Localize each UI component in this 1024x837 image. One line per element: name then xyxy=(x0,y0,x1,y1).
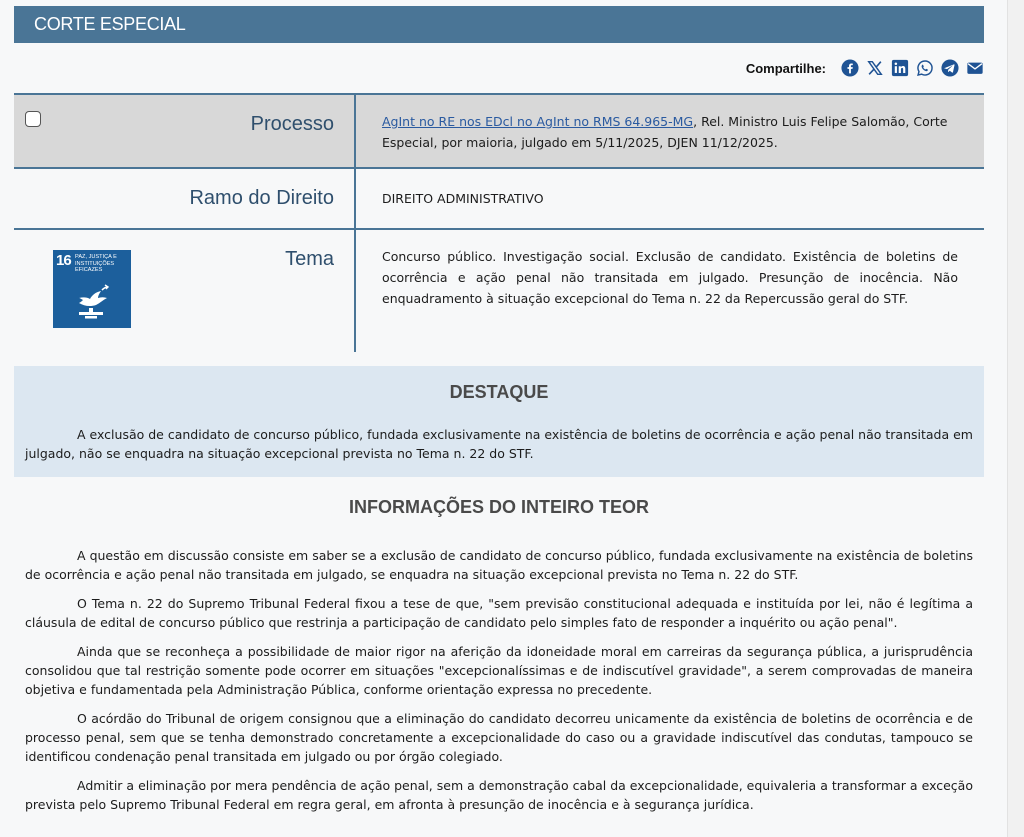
processo-label: Processo xyxy=(250,113,334,135)
processo-label-cell xyxy=(14,95,356,167)
tema-row xyxy=(14,228,984,352)
section-header xyxy=(14,6,984,43)
select-checkbox[interactable] xyxy=(25,111,41,127)
processo-value-cell xyxy=(356,95,984,167)
destaque-text: A exclusão de candidato de concurso público, fundada exclusivamente na existência de boletins de ocorrência e ação penal não transitada em julgado, não se enquadra na situação excepcional prevista no Tema n. 22 do STF. xyxy=(25,427,973,461)
inteiro-teor-paragraph: Admitir a eliminação por mera pendência de ação penal, sem a demonstração cabal da excepcionalidade, equivaleria a transformar a exceção prevista pelo Supremo Tribunal Federal em regra geral, em afronta à presunção de inocência e à segurança jurídica. xyxy=(25,778,973,812)
tema-label-cell xyxy=(14,230,356,352)
info-table xyxy=(14,93,984,352)
ramo-label-cell xyxy=(14,169,356,228)
email-icon[interactable] xyxy=(966,59,984,77)
telegram-icon[interactable] xyxy=(941,59,959,77)
inteiro-teor-paragraph: Ainda que se reconheça a possibilidade de maior rigor na aferição da idoneidade moral em carreiras da segurança pública, a jurisprudência consolidou que tal restrição somente pode ocorrer em situações "excepcionalíssimas e de indiscutível gravidade", a serem comprovadas de maneira objetiva e fundamentada pela Administração Pública, conforme orientação expressa no precedente. xyxy=(25,644,973,697)
tema-label: Tema xyxy=(285,248,334,270)
ramo-value-cell xyxy=(356,169,984,228)
section-header-title: CORTE ESPECIAL xyxy=(34,14,186,34)
inteiro-teor-paragraph: O Tema n. 22 do Supremo Tribunal Federal fixou a tese de que, "sem previsão constitucional adequada e instituída por lei, não é legítima a cláusula de edital de concurso público que restrinja a participação de candidato pelo simples fato de responder a inquérito ou ação penal". xyxy=(25,596,973,630)
ramo-row xyxy=(14,167,984,228)
inteiro-teor-paragraph: A questão em discussão consiste em saber se a exclusão de candidato de concurso público, fundada exclusivamente na existência de boletins de ocorrência e ação penal não transitada em julgado, se enquadra na situação excepcional prevista no Tema n. 22 do STF. xyxy=(25,548,973,582)
processo-details: , Rel. Ministro Luis Felipe Salomão, Corte Especial, por maioria, julgado em 5/11/2025, DJEN 11/12/2025. xyxy=(382,114,948,150)
inteiro-teor-title: INFORMAÇÕES DO INTEIRO TEOR xyxy=(348,497,649,517)
inteiro-teor-section xyxy=(14,477,984,814)
ods-badge-title: PAZ, JUSTIÇA E INSTITUIÇÕES EFICAZES xyxy=(75,254,117,273)
share-bar xyxy=(14,43,984,93)
scrollbar-track[interactable] xyxy=(1007,0,1024,837)
destaque-section xyxy=(14,366,984,477)
ramo-label: Ramo do Direito xyxy=(189,187,334,209)
ods-badge-number: 16 xyxy=(56,252,71,269)
share-label: Compartilhe: xyxy=(745,60,826,76)
tema-value: Concurso público. Investigação social. Exclusão de candidato. Existência de boletins de ocorrência e ação penal não transitada em julgado. Presunção de inocência. Não enquadramento à situação excepcional do Tema n. 22 da Repercussão geral do STF. xyxy=(382,249,958,306)
x-icon[interactable] xyxy=(866,59,884,77)
facebook-icon[interactable] xyxy=(841,59,859,77)
ramo-value: DIREITO ADMINISTRATIVO xyxy=(382,191,544,206)
processo-link[interactable]: AgInt no RE nos EDcl no AgInt no RMS 64.965-MG xyxy=(382,114,694,129)
linkedin-icon[interactable] xyxy=(891,59,909,77)
whatsapp-icon[interactable] xyxy=(916,59,934,77)
dove-gavel-icon xyxy=(71,276,115,322)
document-page xyxy=(14,6,984,824)
ods-16-badge[interactable] xyxy=(53,250,131,328)
tema-value-cell xyxy=(356,230,984,352)
processo-row xyxy=(14,93,984,167)
inteiro-teor-paragraph: O acórdão do Tribunal de origem consignou que a eliminação do candidato decorreu unicamente da existência de boletins de ocorrência e de processo penal, sem que se tenha demonstrado concretamente a excepcionalidade do caso ou a gravidade indiscutível das condutas, tampouco se identificou condenação penal transitada em julgado ou por órgão colegiado. xyxy=(25,711,973,764)
destaque-title: DESTAQUE xyxy=(449,382,549,402)
